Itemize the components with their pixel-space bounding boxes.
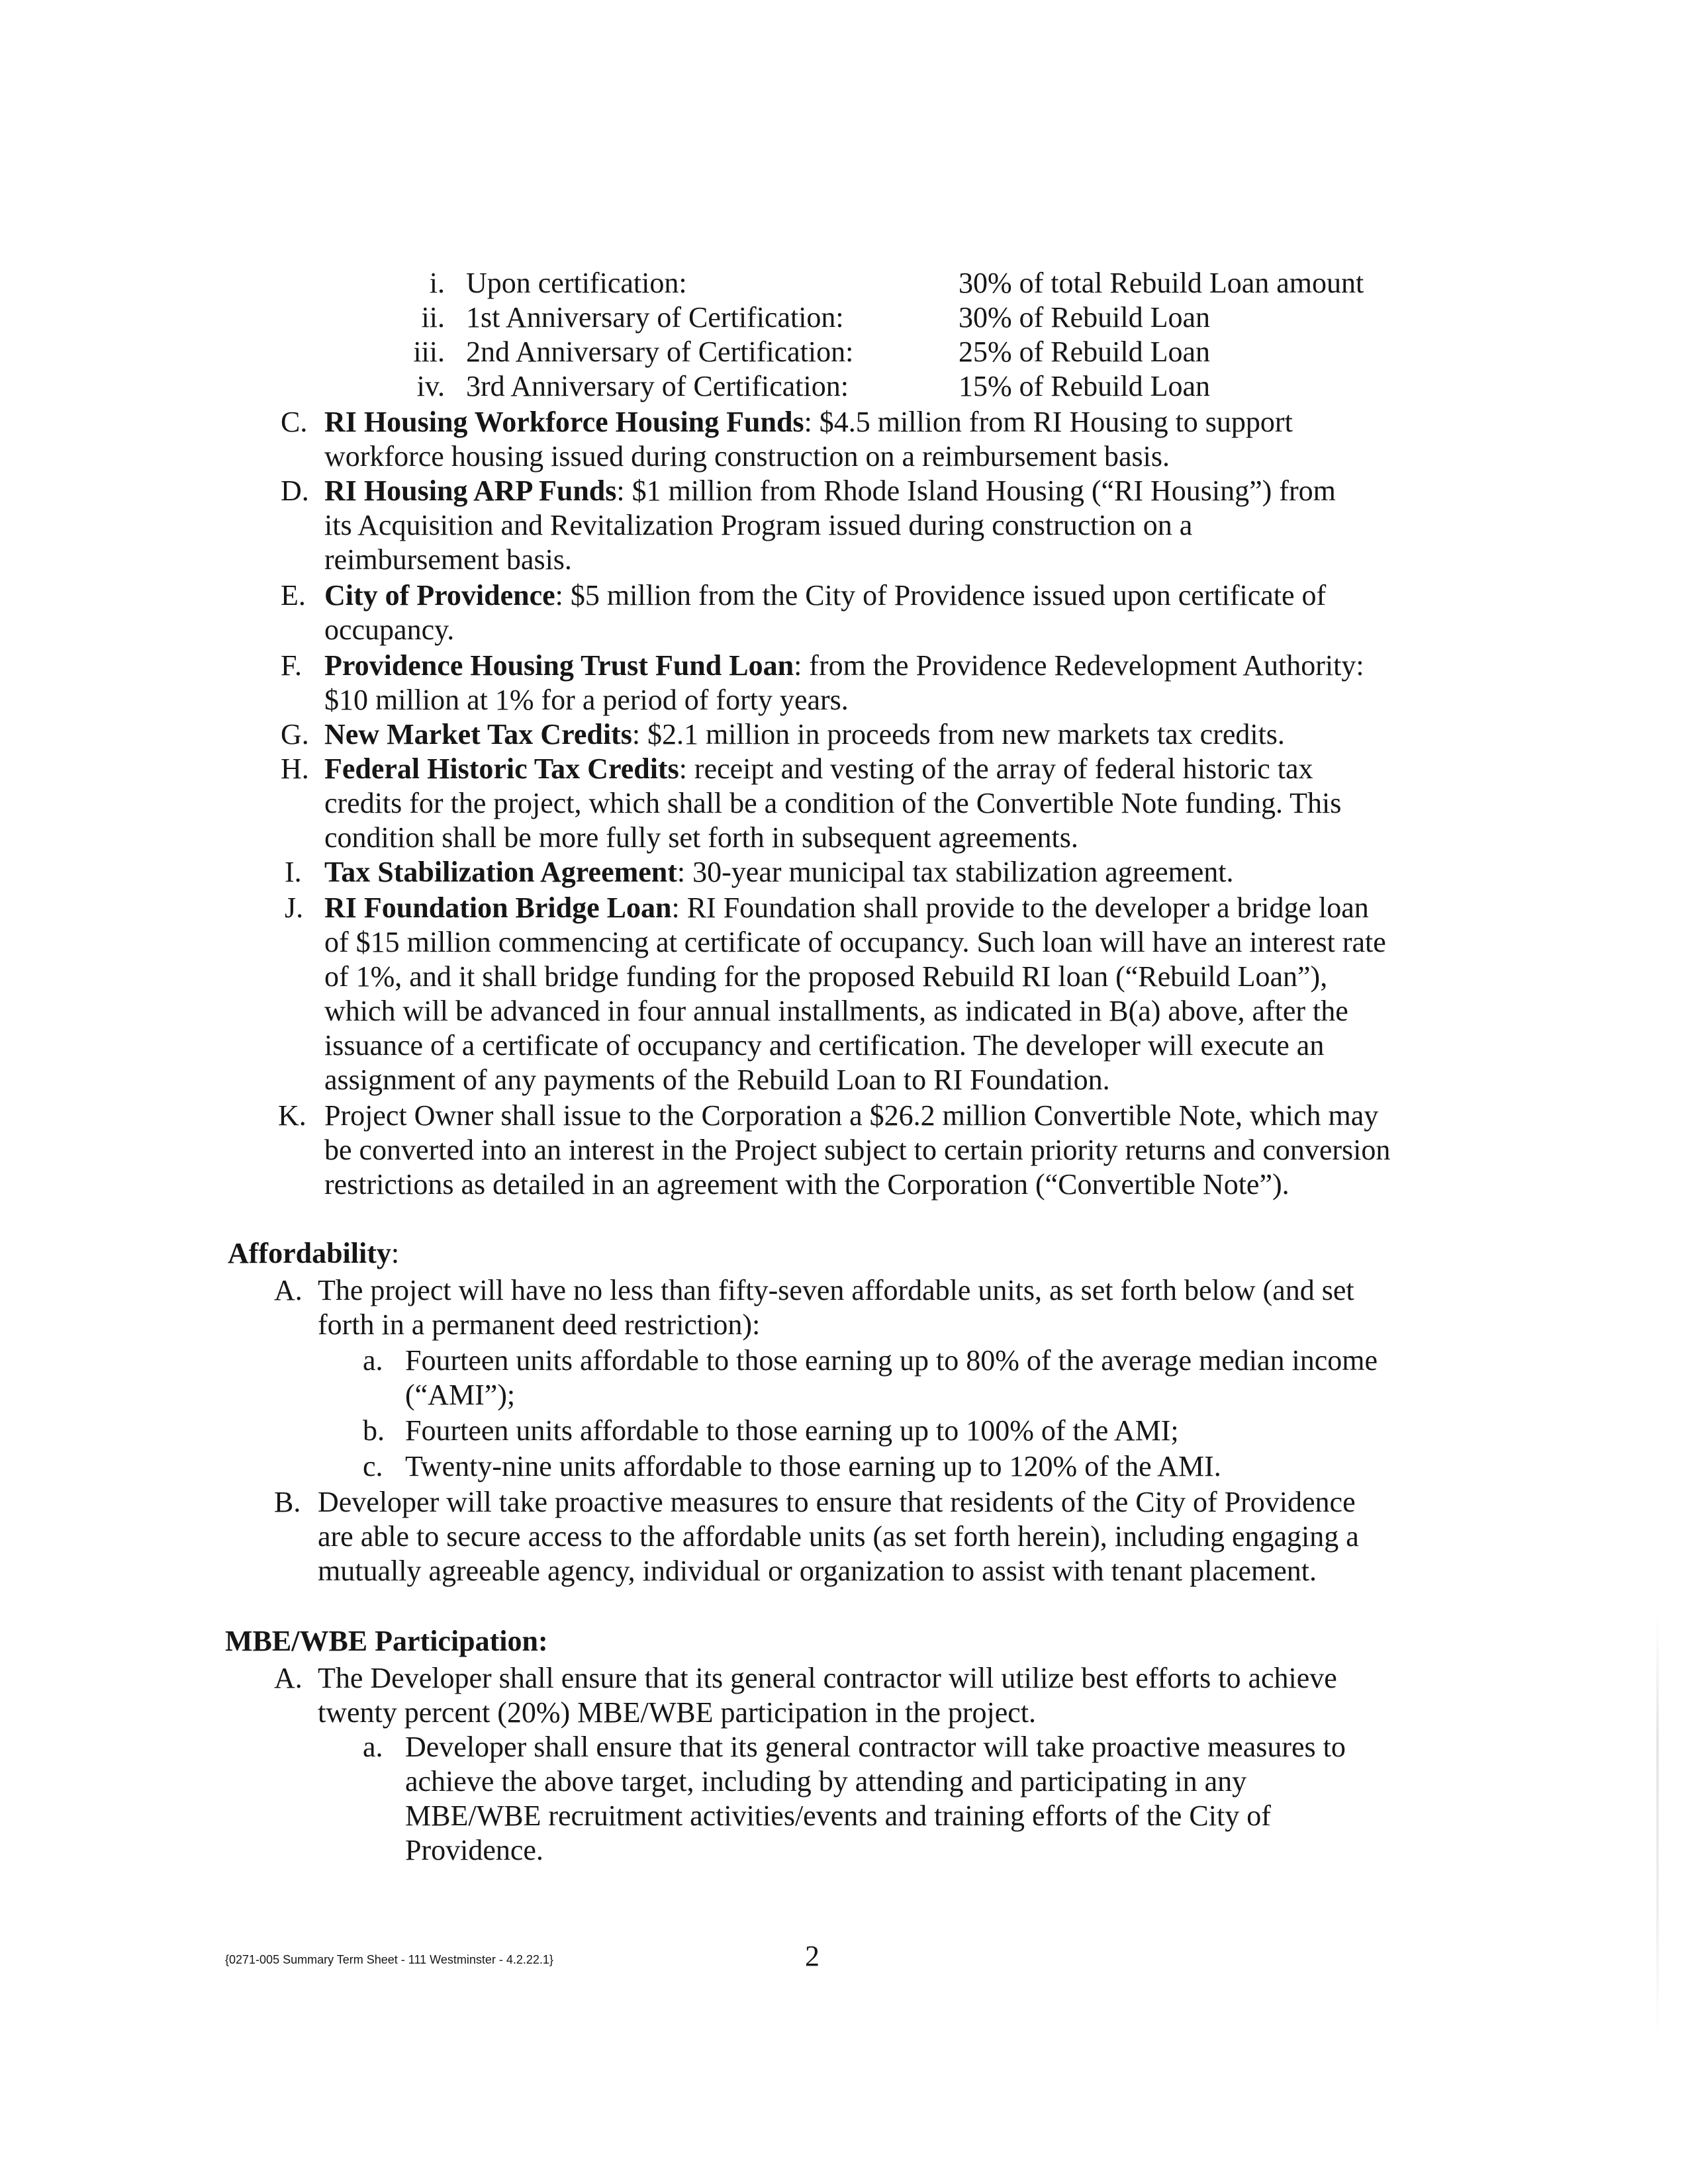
item-text: workforce housing issued during construction on a reimbursement basis. [324, 440, 1170, 473]
item-title: City of Providence [324, 579, 555, 612]
item-title: New Market Tax Credits [324, 718, 632, 751]
item-text: be converted into an interest in the Project subject to certain priority returns and conversion [324, 1134, 1391, 1166]
item-text: : $2.1 million in proceeds from new markets tax credits. [632, 718, 1285, 751]
item-letter: J. [285, 891, 304, 924]
item-text: : receipt and vesting of the array of federal historic tax [679, 752, 1313, 785]
schedule-item-number: iv. [416, 370, 445, 402]
item-text: The Developer shall ensure that its general contractor will utilize best efforts to achieve [318, 1662, 1337, 1694]
affordability-heading [228, 1236, 399, 1271]
item-title: RI Foundation Bridge Loan [324, 891, 672, 924]
item-title: Tax Stabilization Agreement [324, 856, 677, 888]
funding-item-g-line [324, 717, 1285, 752]
sub-item-text: Developer shall ensure that its general contractor will take proactive measures to [405, 1731, 1346, 1763]
schedule-item-label: Upon certification: [466, 267, 687, 299]
item-letter: I. [285, 856, 302, 888]
funding-item-f-line [324, 649, 1364, 683]
sub-item-text: Providence. [405, 1834, 543, 1866]
sub-item-text: Fourteen units affordable to those earning up to 80% of the average median income [405, 1344, 1378, 1377]
funding-item-e-line [324, 578, 1326, 613]
item-title: Providence Housing Trust Fund Loan [324, 649, 794, 682]
item-text: occupancy. [324, 614, 455, 646]
sub-item-letter: a. [363, 1731, 383, 1763]
item-text: of 1%, and it shall bridge funding for the proposed Rebuild RI loan (“Rebuild Loan”), [324, 960, 1328, 993]
schedule-item-value: 15% of Rebuild Loan [959, 370, 1211, 402]
item-text: : RI Foundation shall provide to the developer a bridge loan [671, 891, 1369, 924]
sub-item-text: achieve the above target, including by attending and participating in any [405, 1765, 1247, 1797]
funding-item-c-line [324, 405, 1293, 439]
schedule-item-label: 2nd Anniversary of Certification: [466, 336, 854, 368]
schedule-item-number: ii. [421, 301, 445, 334]
funding-item-j-line [324, 891, 1369, 925]
item-title: RI Housing ARP Funds [324, 475, 617, 507]
item-text: assignment of any payments of the Rebuild Loan to RI Foundation. [324, 1064, 1110, 1096]
schedule-item-number: iii. [413, 336, 445, 368]
sub-item-letter: c. [363, 1450, 383, 1482]
item-text: Developer will take proactive measures to ensure that residents of the City of Providence [318, 1486, 1356, 1518]
page-number: 2 [805, 1940, 820, 1972]
item-text: : $4.5 million from RI Housing to support [804, 406, 1293, 438]
item-letter: F. [281, 649, 302, 682]
item-letter: K. [278, 1099, 306, 1132]
item-text: are able to secure access to the affordable units (as set forth herein), including engaging a [318, 1520, 1359, 1553]
heading-colon: : [391, 1237, 400, 1269]
item-text: credits for the project, which shall be a condition of the Convertible Note funding. This [324, 787, 1342, 819]
item-text: its Acquisition and Revitalization Program issued during construction on a [324, 509, 1193, 541]
schedule-item-number: i. [429, 267, 445, 299]
funding-item-d-line [324, 474, 1336, 508]
sub-item-letter: a. [363, 1344, 383, 1377]
schedule-item-label: 1st Anniversary of Certification: [466, 301, 844, 334]
item-letter: A. [274, 1662, 303, 1694]
item-letter: G. [281, 718, 309, 751]
item-text: Project Owner shall issue to the Corporation a $26.2 million Convertible Note, which may [324, 1099, 1379, 1132]
item-letter: H. [281, 752, 309, 785]
item-letter: E. [281, 579, 306, 612]
item-text: : 30-year municipal tax stabilization agreement. [677, 856, 1234, 888]
item-text: reimbursement basis. [324, 543, 572, 576]
item-text: of $15 million commencing at certificate of occupancy. Such loan will have an interest rate [324, 926, 1386, 958]
document-reference: {0271-005 Summary Term Sheet - 111 Westminster - 4.2.22.1} [225, 1953, 553, 1966]
item-text: mutually agreeable agency, individual or organization to assist with tenant placement. [318, 1555, 1317, 1587]
schedule-item-value: 30% of total Rebuild Loan amount [959, 267, 1364, 299]
sub-item-text: MBE/WBE recruitment activities/events and training efforts of the City of [405, 1799, 1271, 1832]
item-letter: D. [281, 475, 309, 507]
item-text: which will be advanced in four annual installments, as indicated in B(a) above, after the [324, 995, 1348, 1027]
funding-item-h-line [324, 752, 1313, 786]
item-text: : $5 million from the City of Providence issued upon certificate of [555, 579, 1327, 612]
item-text: forth in a permanent deed restriction): [318, 1308, 761, 1341]
item-text: twenty percent (20%) MBE/WBE participation in the project. [318, 1696, 1037, 1729]
section-heading: Affordability [228, 1237, 391, 1269]
sub-item-letter: b. [363, 1414, 385, 1447]
item-letter: C. [281, 406, 308, 438]
funding-item-i-line [324, 855, 1233, 889]
schedule-item-value: 30% of Rebuild Loan [959, 301, 1211, 334]
item-text: condition shall be more fully set forth in subsequent agreements. [324, 821, 1078, 854]
item-title: RI Housing Workforce Housing Funds [324, 406, 804, 438]
section-heading: MBE/WBE Participation: [225, 1625, 548, 1657]
item-text: : $1 million from Rhode Island Housing (“RI Housing”) from [616, 475, 1336, 507]
sub-item-text: Twenty-nine units affordable to those earning up to 120% of the AMI. [405, 1450, 1221, 1482]
item-letter: B. [274, 1486, 301, 1518]
item-text: The project will have no less than fifty-seven affordable units, as set forth below (and set [318, 1274, 1354, 1306]
item-title: Federal Historic Tax Credits [324, 752, 679, 785]
item-text: : from the Providence Redevelopment Authority: [794, 649, 1364, 682]
item-text: restrictions as detailed in an agreement with the Corporation (“Convertible Note”). [324, 1168, 1289, 1201]
item-text: $10 million at 1% for a period of forty years. [324, 684, 849, 716]
schedule-item-value: 25% of Rebuild Loan [959, 336, 1211, 368]
item-text: issuance of a certificate of occupancy and certification. The developer will execute an [324, 1029, 1325, 1062]
sub-item-text: (“AMI”); [405, 1379, 516, 1411]
item-letter: A. [274, 1274, 303, 1306]
schedule-item-label: 3rd Anniversary of Certification: [466, 370, 849, 402]
scan-edge-shadow [1656, 1615, 1659, 2038]
sub-item-text: Fourteen units affordable to those earning up to 100% of the AMI; [405, 1414, 1179, 1447]
